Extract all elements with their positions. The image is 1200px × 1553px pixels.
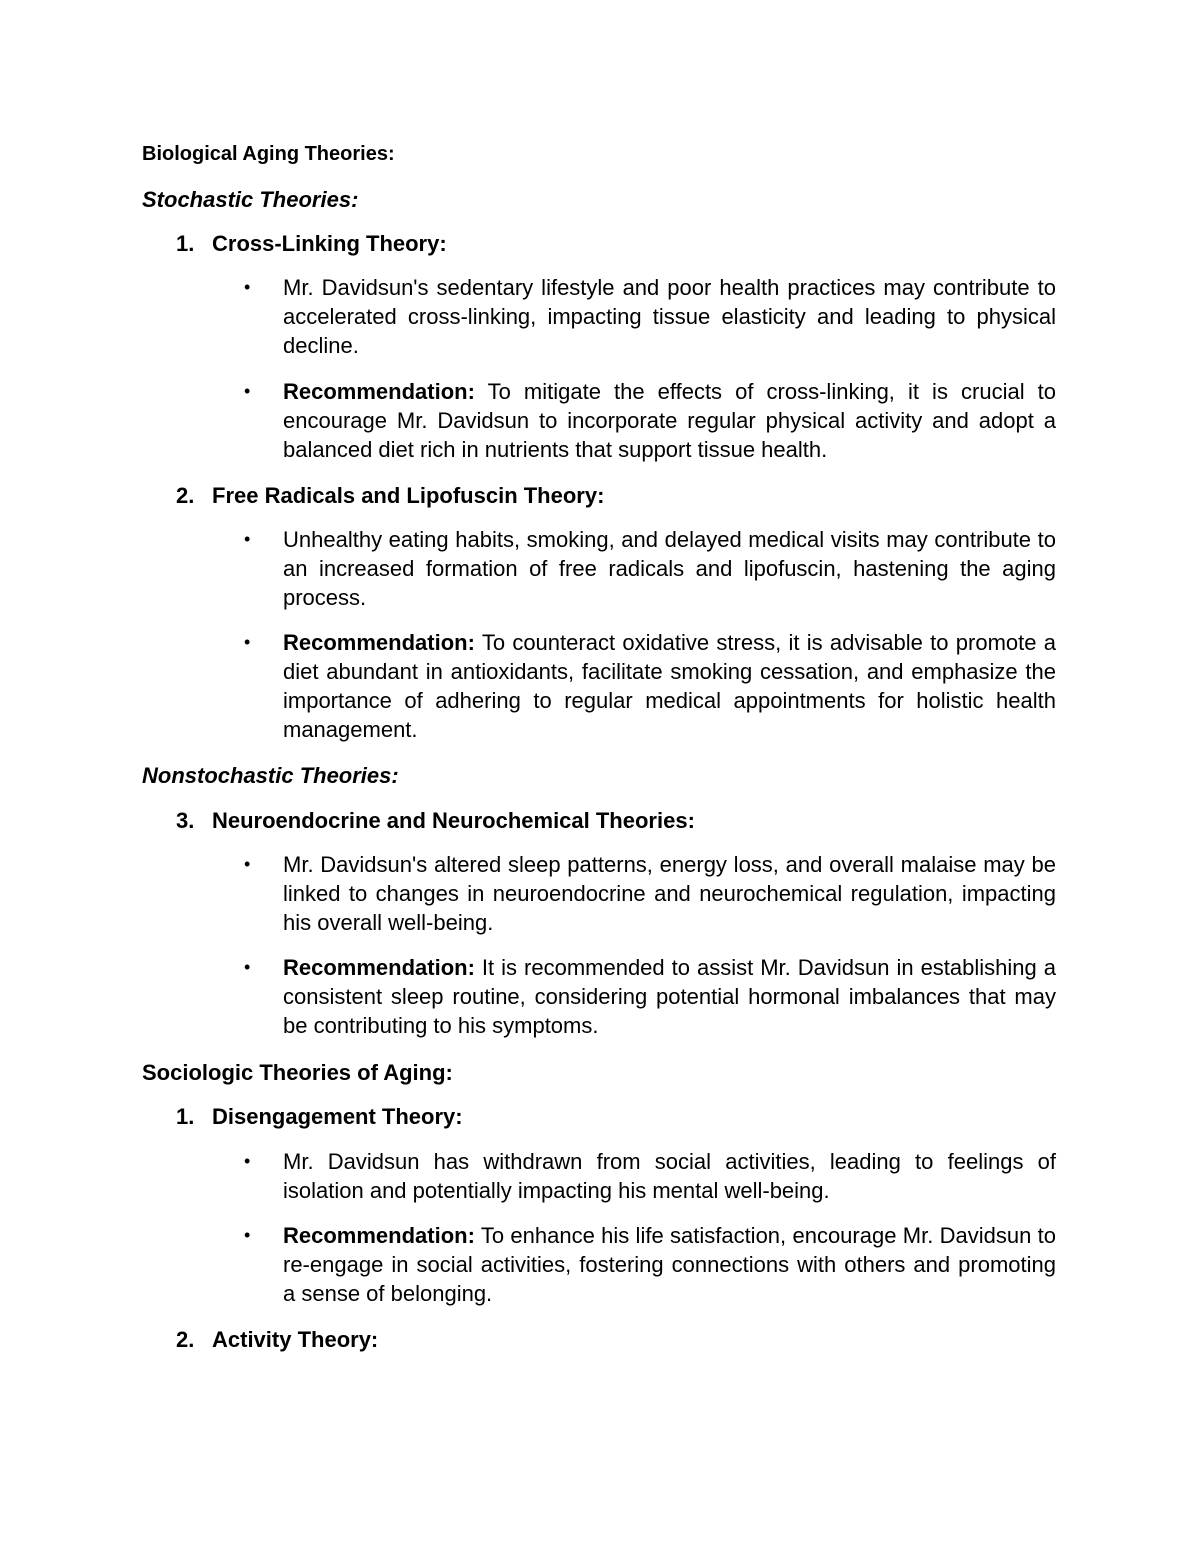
- item-number: 3.: [176, 808, 195, 833]
- recommendation-paragraph: [283, 628, 1056, 744]
- item-title: Disengagement Theory:: [212, 1104, 463, 1129]
- item-number: 1.: [176, 231, 195, 256]
- bullet-icon: •: [244, 854, 251, 874]
- item-cross-linking-heading: [176, 229, 447, 258]
- observation-text: Unhealthy eating habits, smoking, and delayed medical visits may contribute to an increased formation of free radicals and lipofuscin, hastening the aging process.: [283, 527, 1056, 610]
- observation-text: Mr. Davidsun's altered sleep patterns, energy loss, and overall malaise may be linked to changes in neuroendocrine and neurochemical regulation, impacting his overall well-being.: [283, 852, 1056, 935]
- recommendation-label: Recommendation:: [283, 379, 475, 404]
- recommendation-text: To mitigate the effects of cross-linking, it is crucial to encourage Mr. Davidsun to incorporate regular physical activity and adopt a balanced diet rich in nutrients that support tissue health.: [283, 379, 1056, 462]
- item-disengagement-heading: [176, 1102, 463, 1131]
- item-neuroendocrine-heading: [176, 806, 695, 835]
- recommendation-paragraph: [283, 377, 1056, 464]
- item-number: 2.: [176, 483, 195, 508]
- recommendation-text: To enhance his life satisfaction, encourage Mr. Davidsun to re-engage in social activities, fostering connections with others and promoting a sense of belonging.: [283, 1223, 1057, 1306]
- recommendation-label: Recommendation:: [283, 1223, 475, 1248]
- item-title: Free Radicals and Lipofuscin Theory:: [212, 483, 605, 508]
- recommendation-paragraph: [283, 953, 1056, 1040]
- stochastic-heading: Stochastic Theories:: [142, 187, 359, 212]
- recommendation-paragraph: [283, 1221, 1056, 1308]
- recommendation-text: It is recommended to assist Mr. Davidsun in establishing a consistent sleep routine, considering potential hormonal imbalances that may be contributing to his symptoms.: [283, 955, 1056, 1038]
- bullet-icon: •: [244, 632, 251, 652]
- bullet-icon: •: [244, 277, 251, 297]
- item-free-radicals-heading: [176, 481, 604, 510]
- document-title: Biological Aging Theories:: [142, 143, 395, 165]
- item-title: Neuroendocrine and Neurochemical Theories:: [212, 808, 695, 833]
- bullet-icon: •: [244, 1151, 251, 1171]
- recommendation-text: To counteract oxidative stress, it is advisable to promote a diet abundant in antioxidants, facilitate smoking cessation, and emphasize the importance of adhering to regular medical appointments for holistic health management.: [283, 630, 1057, 742]
- item-activity-heading: [176, 1325, 378, 1354]
- observation-text: Mr. Davidsun has withdrawn from social activities, leading to feelings of isolation and potentially impacting his mental well-being.: [283, 1149, 1056, 1203]
- observation-text: Mr. Davidsun's sedentary lifestyle and poor health practices may contribute to accelerated cross-linking, impacting tissue elasticity and leading to physical decline.: [283, 275, 1056, 358]
- bullet-icon: •: [244, 1225, 251, 1245]
- item-number: 2.: [176, 1327, 195, 1352]
- item-number: 1.: [176, 1104, 195, 1129]
- item-title: Cross-Linking Theory:: [212, 231, 447, 256]
- recommendation-label: Recommendation:: [283, 955, 475, 980]
- bullet-icon: •: [244, 529, 251, 549]
- bullet-icon: •: [244, 381, 251, 401]
- bullet-icon: •: [244, 957, 251, 977]
- nonstochastic-heading: Nonstochastic Theories:: [142, 763, 399, 788]
- recommendation-label: Recommendation:: [283, 630, 475, 655]
- sociologic-heading: Sociologic Theories of Aging:: [142, 1060, 453, 1085]
- item-title: Activity Theory:: [212, 1327, 379, 1352]
